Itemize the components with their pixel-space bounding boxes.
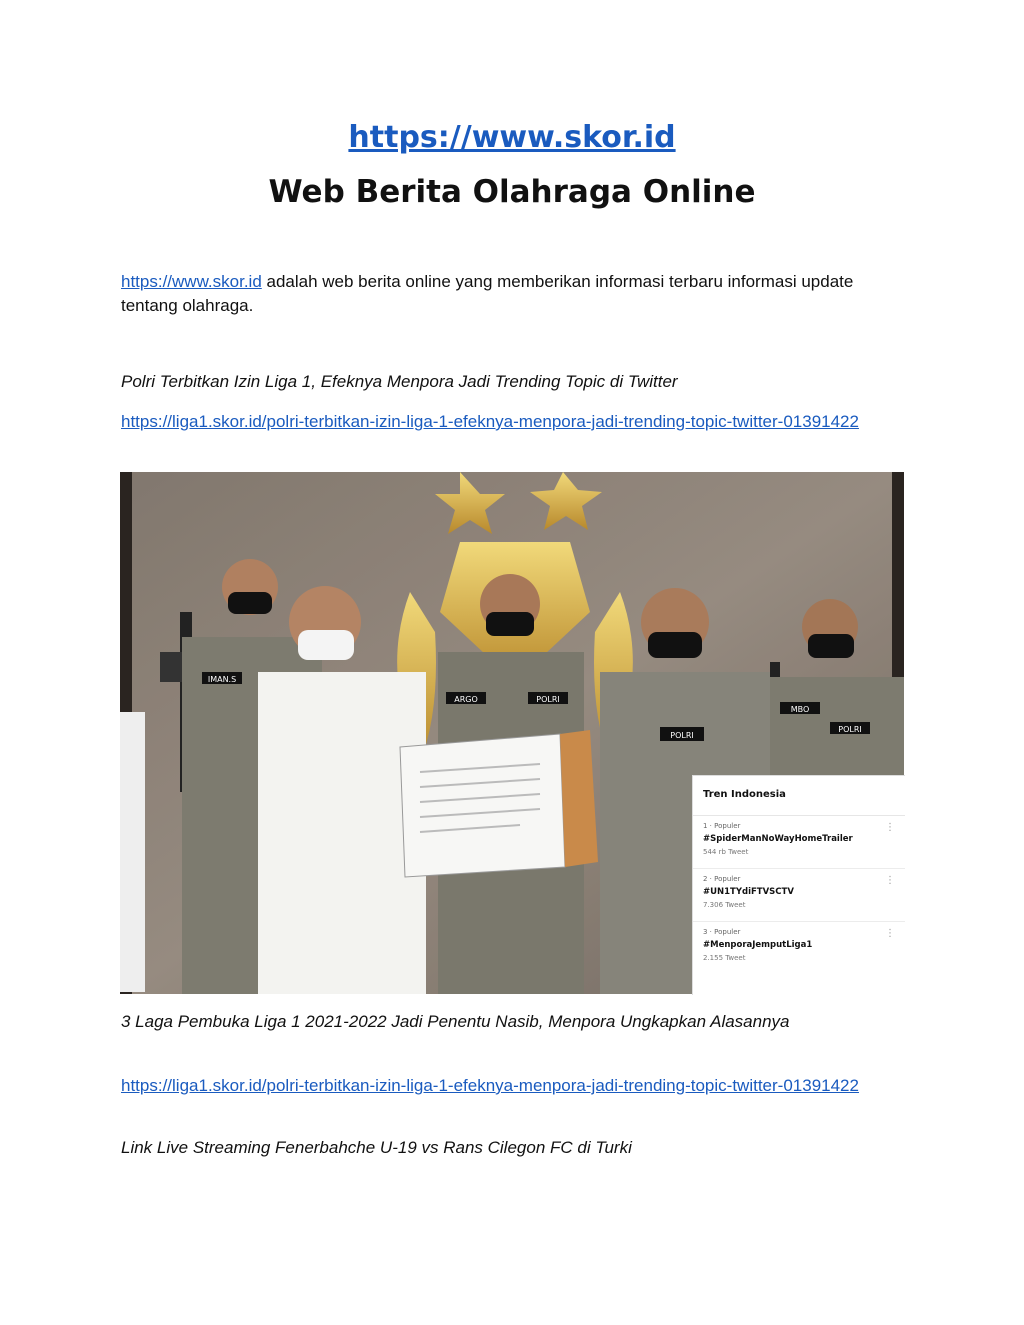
site-url-heading-link[interactable]: https://www.skor.id <box>348 120 676 155</box>
name-tag-6: POLRI <box>838 725 862 734</box>
trend-rank: 2 · Populer <box>703 875 741 883</box>
trend-hashtag: #MenporaJemputLiga1 <box>703 940 813 950</box>
trend-count: 7.306 Tweet <box>703 901 746 909</box>
more-options-icon: ⋮ <box>885 928 895 939</box>
trends-heading: Tren Indonesia <box>693 776 905 816</box>
name-tag-5: MBO <box>790 705 810 714</box>
article-3-title: Link Live Streaming Fenerbahche U-19 vs Rans Cilegon FC di Turki <box>121 1138 632 1157</box>
trend-hashtag: #UN1TYdiFTVSCTV <box>703 887 794 897</box>
trend-item <box>693 869 905 922</box>
trend-item <box>693 922 905 975</box>
intro-site-link[interactable]: https://www.skor.id <box>121 272 262 291</box>
twitter-trends-panel <box>692 775 905 995</box>
trend-count: 2.155 Tweet <box>703 954 746 962</box>
page-title: Web Berita Olahraga Online <box>268 174 756 210</box>
name-tag-2: ARGO <box>454 695 478 704</box>
trend-rank: 3 · Populer <box>703 928 741 936</box>
trend-item <box>693 816 905 869</box>
trend-hashtag: #SpiderManNoWayHomeTrailer <box>703 834 853 844</box>
name-tag-4: POLRI <box>670 731 694 740</box>
article-2-link[interactable]: https://liga1.skor.id/polri-terbitkan-izin-liga-1-efeknya-menpora-jadi-trending-topic-twitter-01391422 <box>121 1076 859 1095</box>
name-tag-1: IMAN.S <box>207 675 237 684</box>
article-1-link[interactable]: https://liga1.skor.id/polri-terbitkan-izin-liga-1-efeknya-menpora-jadi-trending-topic-twitter-01391422 <box>121 412 859 431</box>
trend-rank: 1 · Populer <box>703 822 741 830</box>
article-2-title: 3 Laga Pembuka Liga 1 2021-2022 Jadi Penentu Nasib, Menpora Ungkapkan Alasannya <box>121 1012 790 1031</box>
name-tag-3: POLRI <box>536 695 560 704</box>
more-options-icon: ⋮ <box>885 822 895 833</box>
trend-count: 544 rb Tweet <box>703 848 749 856</box>
more-options-icon: ⋮ <box>885 875 895 886</box>
intro-paragraph <box>121 270 881 318</box>
article-1-title: Polri Terbitkan Izin Liga 1, Efeknya Menpora Jadi Trending Topic di Twitter <box>121 372 678 391</box>
intro-text: adalah web berita online yang memberikan informasi terbaru informasi update tentang olahraga. <box>121 272 854 315</box>
